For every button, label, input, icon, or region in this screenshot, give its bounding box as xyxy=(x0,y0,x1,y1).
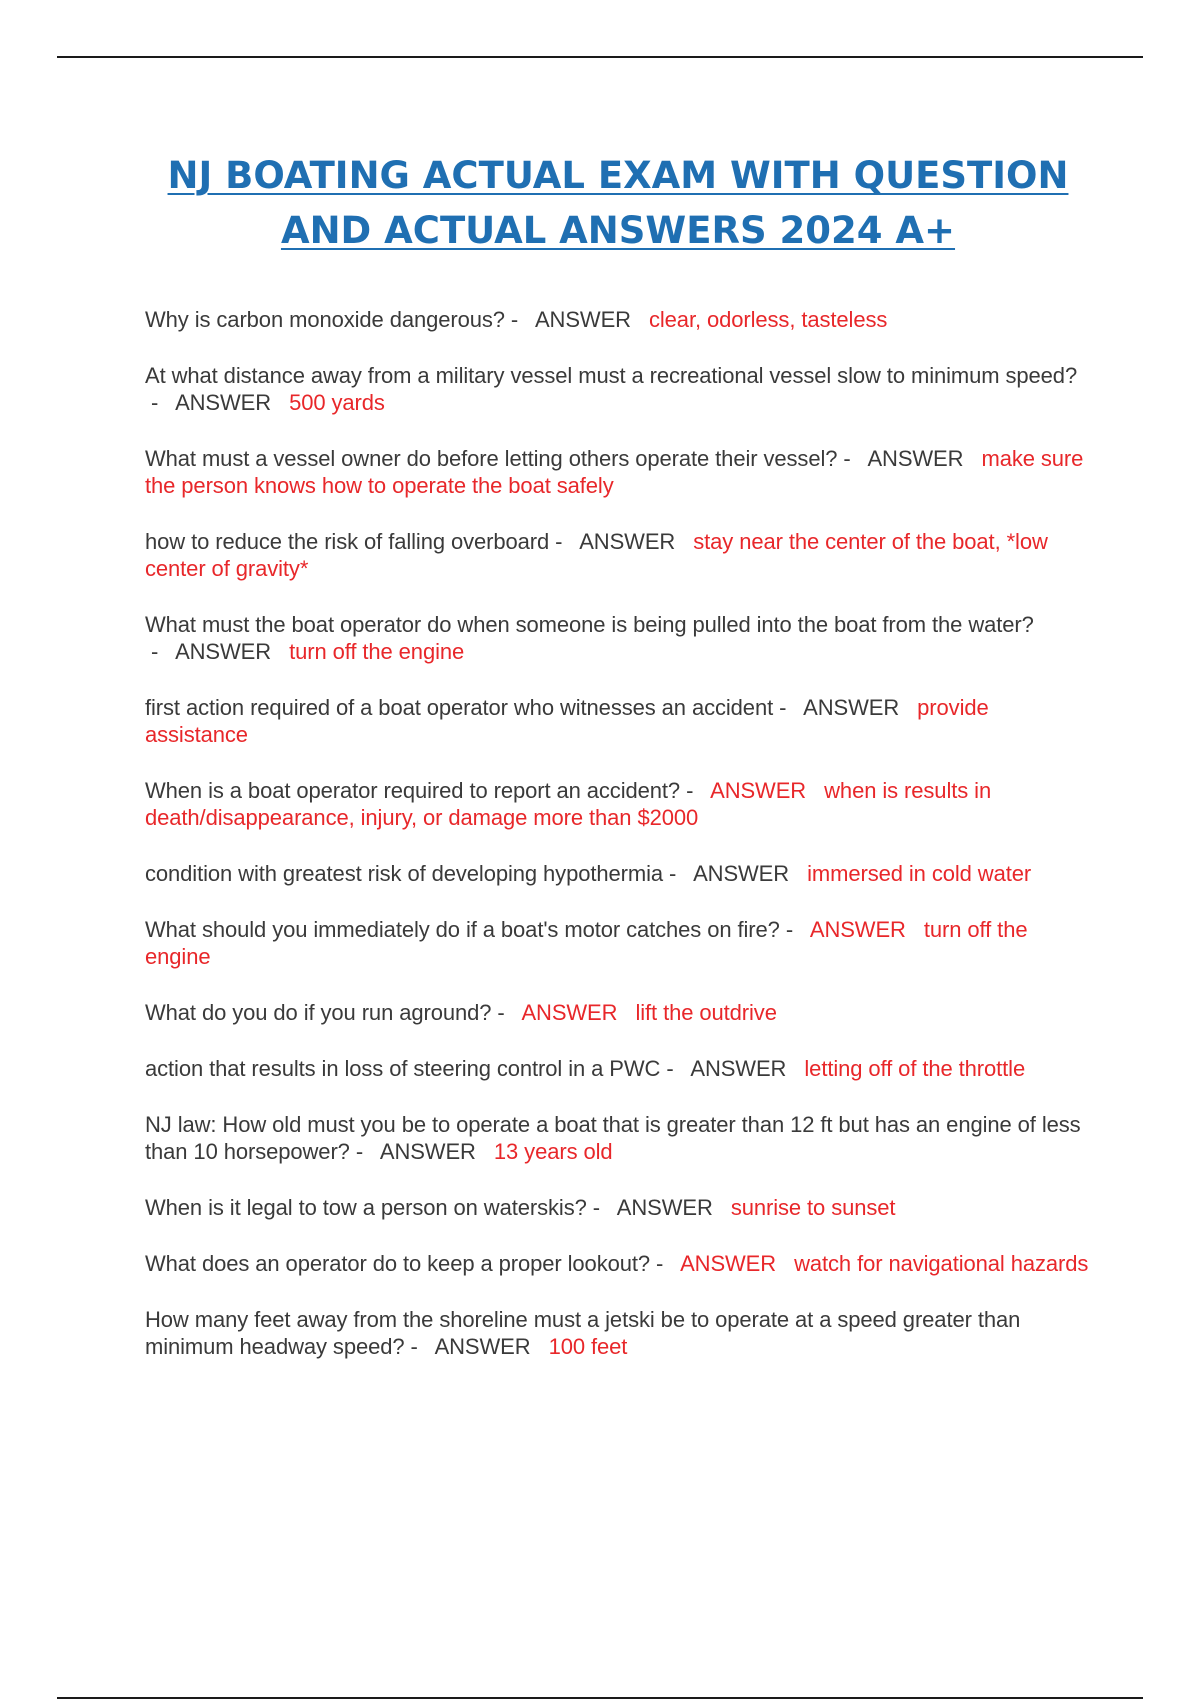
qa-item xyxy=(145,999,1095,1026)
question-text: What must a vessel owner do before letting others operate their vessel? xyxy=(145,446,838,471)
qa-item xyxy=(145,860,1095,887)
separator: - xyxy=(491,1000,522,1025)
question-text: What must the boat operator do when someone is being pulled into the boat from the water? xyxy=(145,612,1034,637)
document-title xyxy=(100,148,1136,258)
qa-item xyxy=(145,777,1095,831)
qa-item xyxy=(145,1250,1095,1277)
top-rule xyxy=(57,56,1143,58)
separator: - xyxy=(349,1139,380,1164)
answer-label: ANSWER xyxy=(867,446,964,471)
answer-text: when is results in death/disappearance, injury, or damage more than $2000 xyxy=(145,778,992,830)
answer-text: make sure the person knows how to operate the boat safely xyxy=(145,446,1084,498)
qa-item xyxy=(145,1194,1095,1221)
answer-text: 500 yards xyxy=(289,390,385,415)
question-text: How many feet away from the shoreline must a jetski be to operate at a speed greater than minimum headway speed? xyxy=(145,1307,1021,1359)
answer-text: turn off the engine xyxy=(145,917,1028,969)
separator: - xyxy=(773,695,804,720)
answer-label: ANSWER xyxy=(710,778,807,803)
question-text: When is a boat operator required to report an accident? xyxy=(145,778,681,803)
answer-text: clear, odorless, tasteless xyxy=(648,307,888,332)
question-text: When is it legal to tow a person on waterskis? xyxy=(145,1195,587,1220)
title-line-2: AND ACTUAL ANSWERS 2024 A+ xyxy=(280,209,956,252)
separator: - xyxy=(663,861,694,886)
question-text: first action required of a boat operator who witnesses an accident xyxy=(145,695,774,720)
answer-label: ANSWER xyxy=(534,307,631,332)
answer-label: ANSWER xyxy=(579,529,676,554)
separator: - xyxy=(404,1334,435,1359)
qa-item xyxy=(145,916,1095,970)
answer-label: ANSWER xyxy=(690,1056,787,1081)
separator: - xyxy=(145,639,176,664)
answer-label: ANSWER xyxy=(175,390,272,415)
question-text: Why is carbon monoxide dangerous? xyxy=(145,307,505,332)
answer-text: sunrise to sunset xyxy=(730,1195,896,1220)
answer-label: ANSWER xyxy=(680,1251,777,1276)
answer-text: letting off of the throttle xyxy=(804,1056,1026,1081)
qa-item xyxy=(145,306,1095,333)
answer-label: ANSWER xyxy=(616,1195,713,1220)
answer-text: 100 feet xyxy=(548,1334,628,1359)
answer-label: ANSWER xyxy=(175,639,272,664)
answer-text: watch for navigational hazards xyxy=(794,1251,1089,1276)
qa-item xyxy=(145,1055,1095,1082)
qa-item xyxy=(145,611,1095,665)
separator: - xyxy=(586,1195,617,1220)
answer-label: ANSWER xyxy=(809,917,906,942)
qa-item xyxy=(145,1306,1095,1360)
answer-label: ANSWER xyxy=(521,1000,618,1025)
separator: - xyxy=(837,446,868,471)
title-line-1: NJ BOATING ACTUAL EXAM WITH QUESTION xyxy=(167,154,1069,197)
question-text: What do you do if you run aground? xyxy=(145,1000,492,1025)
question-text: What should you immediately do if a boat's motor catches on fire? xyxy=(145,917,780,942)
question-text: how to reduce the risk of falling overboard xyxy=(145,529,550,554)
answer-text: lift the outdrive xyxy=(635,1000,777,1025)
answer-text: provide assistance xyxy=(145,695,989,747)
question-text: At what distance away from a military vessel must a recreational vessel slow to minimum speed? xyxy=(145,363,1078,388)
answer-label: ANSWER xyxy=(693,861,790,886)
separator: - xyxy=(145,390,176,415)
answer-label: ANSWER xyxy=(434,1334,531,1359)
separator: - xyxy=(680,778,711,803)
separator: - xyxy=(660,1056,691,1081)
answer-text: turn off the engine xyxy=(289,639,465,664)
question-answer-list xyxy=(145,306,1095,1389)
qa-item xyxy=(145,445,1095,499)
qa-item xyxy=(145,528,1095,582)
question-text: condition with greatest risk of developing hypothermia xyxy=(145,861,664,886)
answer-label: ANSWER xyxy=(803,695,900,720)
question-text: What does an operator do to keep a proper lookout? xyxy=(145,1251,651,1276)
qa-item xyxy=(145,362,1095,416)
qa-item xyxy=(145,694,1095,748)
separator: - xyxy=(650,1251,681,1276)
separator: - xyxy=(549,529,580,554)
question-text: NJ law: How old must you be to operate a boat that is greater than 12 ft but has an engine of less than 10 horsepower? xyxy=(145,1112,1081,1164)
answer-text: stay near the center of the boat, *low center of gravity* xyxy=(145,529,1048,581)
question-text: action that results in loss of steering control in a PWC xyxy=(145,1056,661,1081)
separator: - xyxy=(504,307,535,332)
separator: - xyxy=(779,917,810,942)
answer-text: immersed in cold water xyxy=(807,861,1032,886)
bottom-rule xyxy=(57,1697,1143,1699)
answer-text: 13 years old xyxy=(493,1139,613,1164)
qa-item xyxy=(145,1111,1095,1165)
answer-label: ANSWER xyxy=(379,1139,476,1164)
